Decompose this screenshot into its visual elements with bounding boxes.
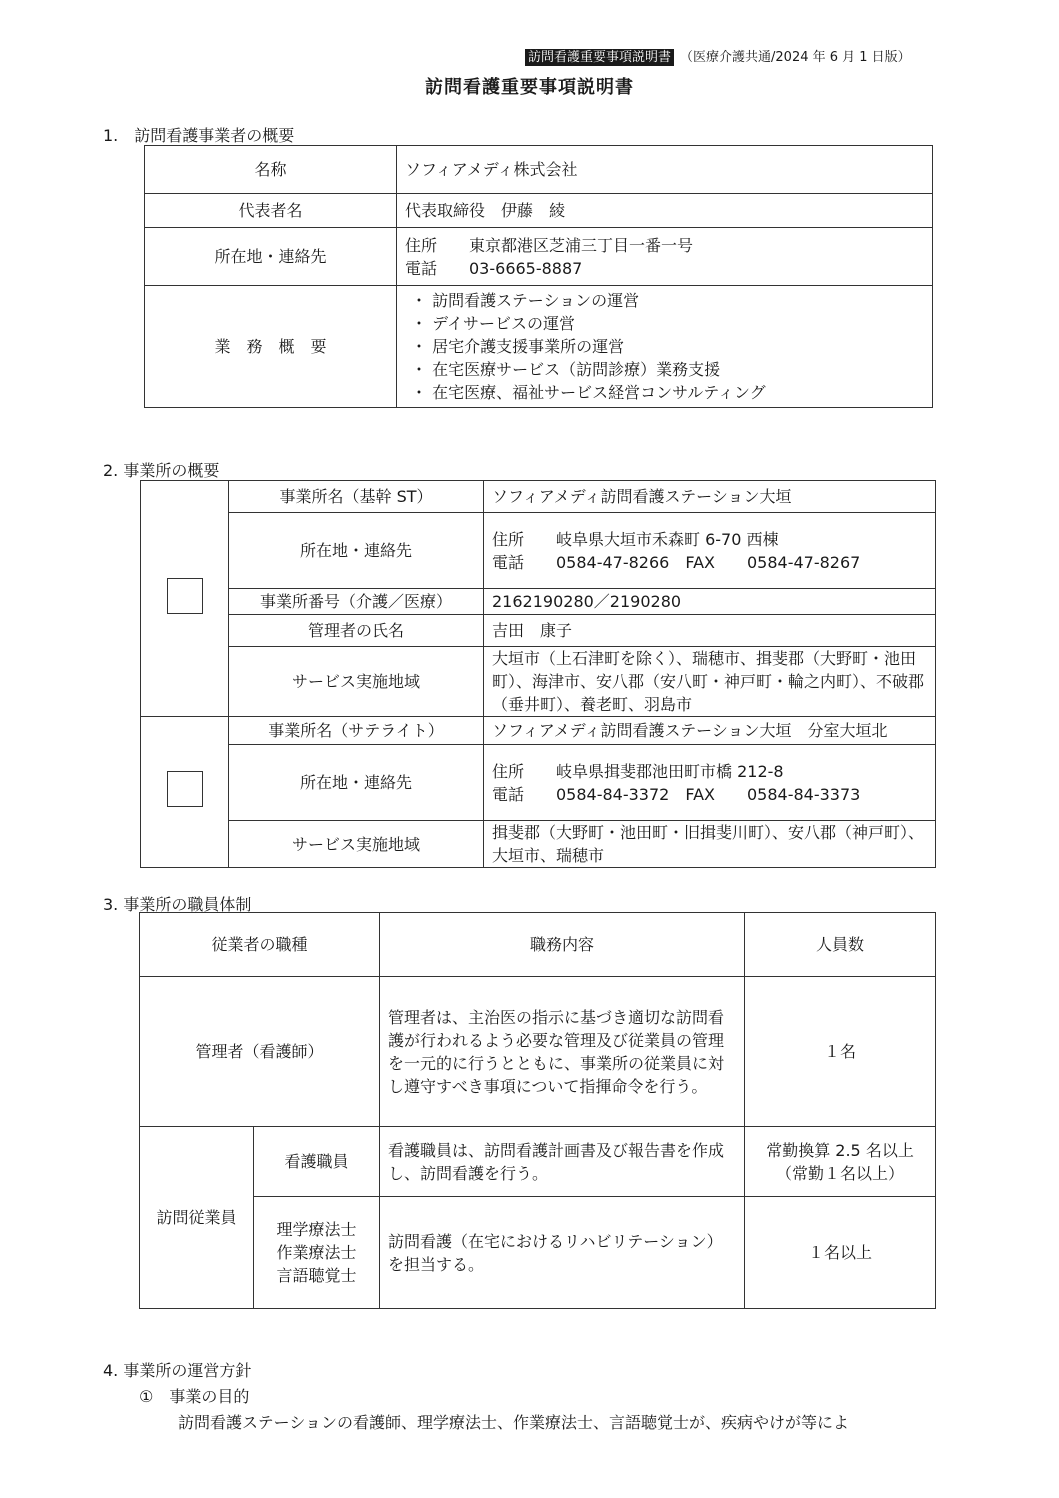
satellite-location-label: 所在地・連絡先: [229, 745, 484, 821]
operator-location-value: [397, 228, 933, 286]
satellite-checkbox-cell: [141, 717, 229, 868]
satellite-location-value: [484, 745, 936, 821]
therapist-duty-text: 訪問看護（在宅におけるリハビリテーション）を担当する。: [380, 1197, 745, 1309]
satellite-checkbox[interactable]: [167, 771, 203, 807]
main-office-checkbox-cell: [141, 481, 229, 717]
operator-phone: 電話 03-6665-8887: [405, 258, 583, 278]
physical-therapist-label: 理学療法士: [276, 1220, 357, 1239]
staff-duty-header: 職務内容: [380, 913, 745, 977]
main-office-name-label: 事業所名（基幹 ST）: [229, 481, 484, 513]
main-service-area-value: 大垣市（上石津町を除く）、瑞穂市、揖斐郡（大野町・池田町）、海津市、安八郡（安八町・神戸町・輪之内町）、不破郡（垂井町）、養老町、羽島市: [484, 647, 936, 717]
nurse-role-label: 看護職員: [254, 1127, 380, 1197]
main-office-checkbox[interactable]: [167, 578, 203, 614]
business-item: ・ 居宅介護支援事業所の運営: [411, 337, 625, 356]
business-summary-label: 業 務 概 要: [145, 286, 397, 408]
satellite-service-area-label: サービス実施地域: [229, 821, 484, 868]
staff-count-header: 人員数: [745, 913, 936, 977]
document-version-header: [525, 46, 911, 65]
business-item: ・ 在宅医療サービス（訪問診療）業務支援: [411, 360, 721, 379]
visiting-staff-label: 訪問従業員: [140, 1127, 254, 1309]
section3-heading: 3. 事業所の職員体制: [103, 895, 252, 914]
business-item: ・ デイサービスの運営: [411, 314, 575, 333]
operator-overview-table: [144, 145, 933, 408]
document-title: 訪問看護重要事項説明書: [425, 77, 634, 98]
business-item: ・ 訪問看護ステーションの運営: [411, 291, 640, 310]
satellite-name-value: ソフィアメディ訪問看護ステーション大垣 分室大垣北: [484, 717, 936, 745]
nurse-count-fte: 常勤換算 2.5 名以上: [766, 1140, 914, 1160]
representative-label: 代表者名: [145, 194, 397, 228]
nurse-count-fulltime: （常勤１名以上）: [776, 1163, 905, 1183]
main-service-area-label: サービス実施地域: [229, 647, 484, 717]
satellite-address: 住所 岐阜県揖斐郡池田町市橋 212-8: [492, 761, 784, 781]
main-office-location-label: 所在地・連絡先: [229, 513, 484, 589]
occupational-therapist-label: 作業療法士: [276, 1243, 357, 1262]
staff-type-header: 従業者の職種: [140, 913, 380, 977]
document-version-text: （医療介護共通/2024 年 6 月 1 日版）: [680, 50, 911, 65]
therapist-count: １名以上: [745, 1197, 936, 1309]
therapist-role-label: [254, 1197, 380, 1309]
manager-role-label: 管理者（看護師）: [140, 977, 380, 1127]
operator-name-label: 名称: [145, 146, 397, 194]
satellite-phone: 電話 0584-84-3372 FAX 0584-84-3373: [492, 784, 861, 804]
operator-name-value: ソフィアメディ株式会社: [397, 146, 933, 194]
operator-address: 住所 東京都港区芝浦三丁目一番一号: [405, 235, 694, 255]
document-type-tag: 訪問看護重要事項説明書: [525, 49, 674, 66]
satellite-name-label: 事業所名（サテライト）: [229, 717, 484, 745]
office-overview-table: [140, 480, 936, 868]
main-office-phone: 電話 0584-47-8266 FAX 0584-47-8267: [492, 552, 861, 572]
section4-heading: 4. 事業所の運営方針: [103, 1361, 252, 1380]
manager-name-value: 吉田 康子: [484, 615, 936, 647]
section2-heading: 2. 事業所の概要: [103, 461, 220, 480]
manager-duty-text: 管理者は、主治医の指示に基づき適切な訪問看護が行われるよう必要な管理及び従業員の管理を一元的に行うとともに、事業所の従業員に対し遵守すべき事項について指揮命令を行う。: [380, 977, 745, 1127]
office-number-value: 2162190280／2190280: [484, 589, 936, 615]
main-office-location-value: [484, 513, 936, 589]
main-office-address: 住所 岐阜県大垣市禾森町 6-70 西棟: [492, 529, 779, 549]
representative-value: 代表取締役 伊藤 綾: [397, 194, 933, 228]
main-office-name-value: ソフィアメディ訪問看護ステーション大垣: [484, 481, 936, 513]
section1-heading: 1. 訪問看護事業者の概要: [103, 126, 295, 145]
staff-structure-table: [139, 912, 936, 1309]
nurse-duty-text: 看護職員は、訪問看護計画書及び報告書を作成し、訪問看護を行う。: [380, 1127, 745, 1197]
office-number-label: 事業所番号（介護／医療）: [229, 589, 484, 615]
satellite-service-area-value: 揖斐郡（大野町・池田町・旧揖斐川町）、安八郡（神戸町）、大垣市、瑞穂市: [484, 821, 936, 868]
speech-therapist-label: 言語聴覚士: [276, 1266, 357, 1285]
nurse-count: [745, 1127, 936, 1197]
section4-body-text: 訪問看護ステーションの看護師、理学療法士、作業療法士、言語聴覚士が、疾病やけが等によ: [178, 1413, 850, 1432]
section4-subheading: ① 事業の目的: [139, 1387, 250, 1406]
manager-count: １名: [745, 977, 936, 1127]
business-summary-list: [397, 286, 933, 408]
operator-location-label: 所在地・連絡先: [145, 228, 397, 286]
manager-name-label: 管理者の氏名: [229, 615, 484, 647]
business-item: ・ 在宅医療、福祉サービス経営コンサルティング: [411, 383, 766, 402]
